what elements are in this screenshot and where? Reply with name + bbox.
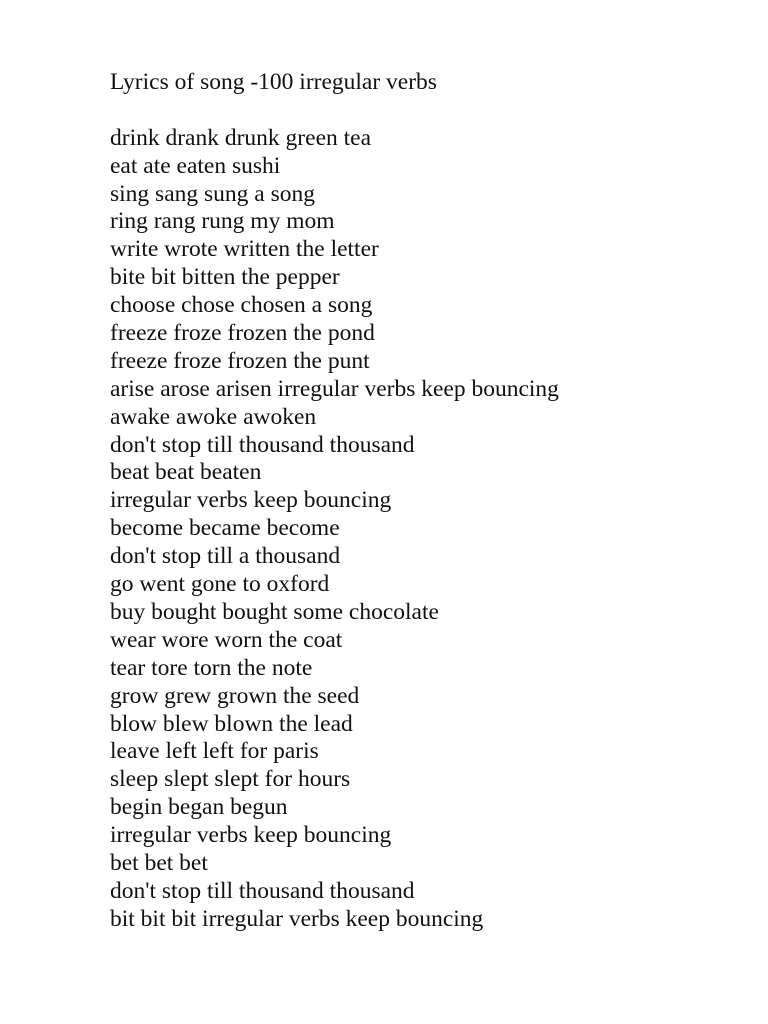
lyric-line: irregular verbs keep bouncing xyxy=(110,487,392,514)
lyric-line: arise arose arisen irregular verbs keep bouncing xyxy=(110,375,559,402)
lyric-line: sleep slept slept for hours xyxy=(110,766,351,793)
lyric-line: drink drank drunk green tea xyxy=(110,124,372,151)
lyric-line: ring rang rung my mom xyxy=(110,208,335,235)
lyrics-list xyxy=(110,125,750,934)
lyric-line: wear wore worn the coat xyxy=(110,626,343,653)
lyric-line: blow blew blown the lead xyxy=(110,710,353,737)
lyric-line: bite bit bitten the pepper xyxy=(110,264,340,291)
lyric-line: leave left left for paris xyxy=(110,738,319,765)
lyric-line: buy bought bought some chocolate xyxy=(110,598,439,625)
lyric-line: don't stop till thousand thousand xyxy=(110,877,415,904)
lyric-line: bit bit bit irregular verbs keep bouncing xyxy=(110,905,484,932)
document-body xyxy=(110,69,750,934)
lyric-line: don't stop till thousand thousand xyxy=(110,431,415,458)
lyric-line: choose chose chosen a song xyxy=(110,292,373,319)
lyric-line: go went gone to oxford xyxy=(110,571,330,598)
lyric-line: freeze froze frozen the punt xyxy=(110,347,370,374)
lyric-line: freeze froze frozen the pond xyxy=(110,320,375,347)
lyric-line: bet bet bet xyxy=(110,849,208,876)
lyric-line: sing sang sung a song xyxy=(110,180,315,207)
lyric-line: begin began begun xyxy=(110,794,288,821)
lyric-line: irregular verbs keep bouncing xyxy=(110,822,392,849)
blank-line xyxy=(110,97,750,125)
lyric-line: tear tore torn the note xyxy=(110,654,313,681)
lyric-line: write wrote written the letter xyxy=(110,236,379,263)
lyric-line: awake awoke awoken xyxy=(110,403,317,430)
lyric-line: eat ate eaten sushi xyxy=(110,152,281,179)
lyric-line: beat beat beaten xyxy=(110,459,262,486)
lyric-line: don't stop till a thousand xyxy=(110,543,341,570)
document-title: Lyrics of song -100 irregular verbs xyxy=(110,69,437,95)
lyric-line: become became become xyxy=(110,515,340,542)
lyric-line: grow grew grown the seed xyxy=(110,682,360,709)
